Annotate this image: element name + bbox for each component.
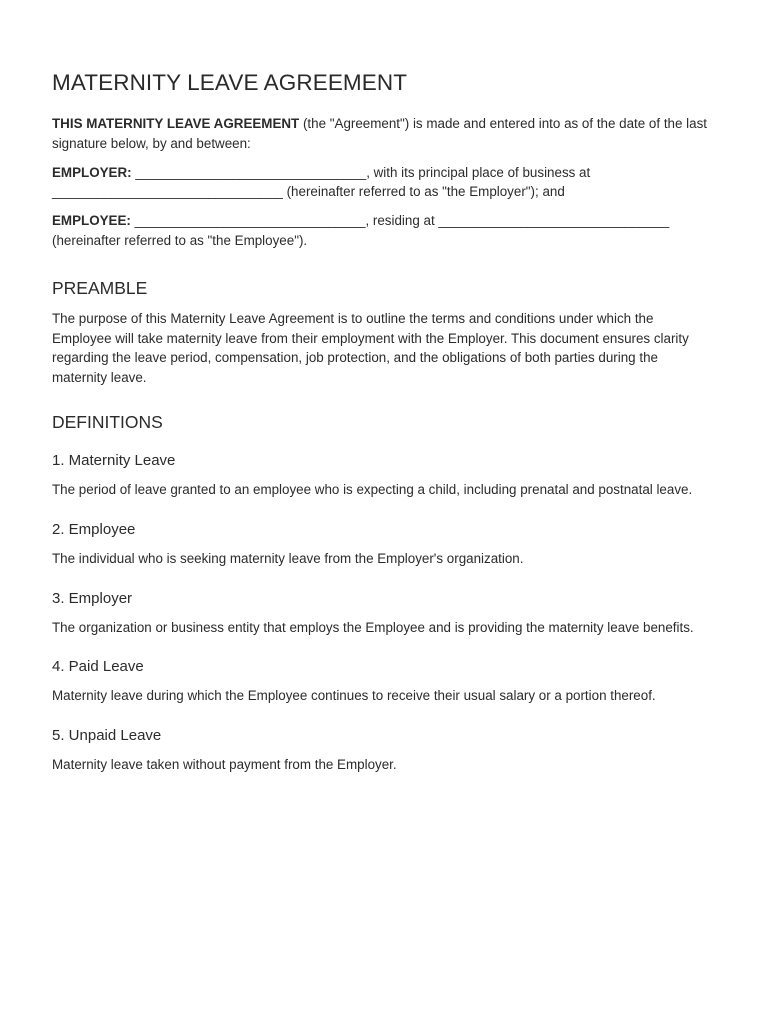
employee-label: EMPLOYEE: <box>52 213 131 229</box>
definition-body: The period of leave granted to an employee who is expecting a child, including prenatal and postnatal leave. <box>52 481 693 497</box>
document-title: MATERNITY LEAVE AGREEMENT <box>52 70 408 95</box>
employer-text: _______________________________, with its principal place of business at _______________________________ (hereinafter referred to as "the Employer"); and <box>52 164 591 200</box>
document-page <box>52 68 716 794</box>
definition-title: 5. Unpaid Leave <box>52 727 162 745</box>
definition-item <box>52 725 716 775</box>
preamble-body: The purpose of this Maternity Leave Agreement is to outline the terms and conditions under which the Employee will take maternity leave from their employment with the Employer. This document ensures clarity regarding the leave period, compensation, job protection, and the obligations of both parties during the maternity leave. <box>52 310 689 386</box>
intro-paragraph <box>52 114 716 154</box>
intro-text: (the "Agreement") is made and entered into as of the date of the last signature below, by and between: <box>52 116 707 151</box>
definitions-heading: DEFINITIONS <box>52 411 163 432</box>
employee-clause <box>52 211 716 251</box>
employer-label: EMPLOYER: <box>52 164 132 180</box>
definition-body: The individual who is seeking maternity leave from the Employer's organization. <box>52 550 524 566</box>
definition-title: 3. Employer <box>52 589 133 607</box>
definition-body: Maternity leave taken without payment from the Employer. <box>52 757 397 773</box>
definition-title: 4. Paid Leave <box>52 658 144 676</box>
definition-item <box>52 450 716 500</box>
definition-title: 2. Employee <box>52 520 136 538</box>
definition-item <box>52 519 716 569</box>
preamble-heading: PREAMBLE <box>52 277 148 298</box>
definition-body: The organization or business entity that employs the Employee and is providing the maternity leave benefits. <box>52 619 694 635</box>
definition-body: Maternity leave during which the Employee continues to receive their usual salary or a portion thereof. <box>52 688 656 704</box>
employee-text: _______________________________, residing at _______________________________ (hereinafter referred to as "the Employee"). <box>52 213 670 248</box>
definition-item <box>52 588 716 638</box>
definition-title: 1. Maternity Leave <box>52 451 176 469</box>
intro-lead: THIS MATERNITY LEAVE AGREEMENT <box>52 116 300 131</box>
definition-item <box>52 656 716 706</box>
employer-clause <box>52 163 716 203</box>
